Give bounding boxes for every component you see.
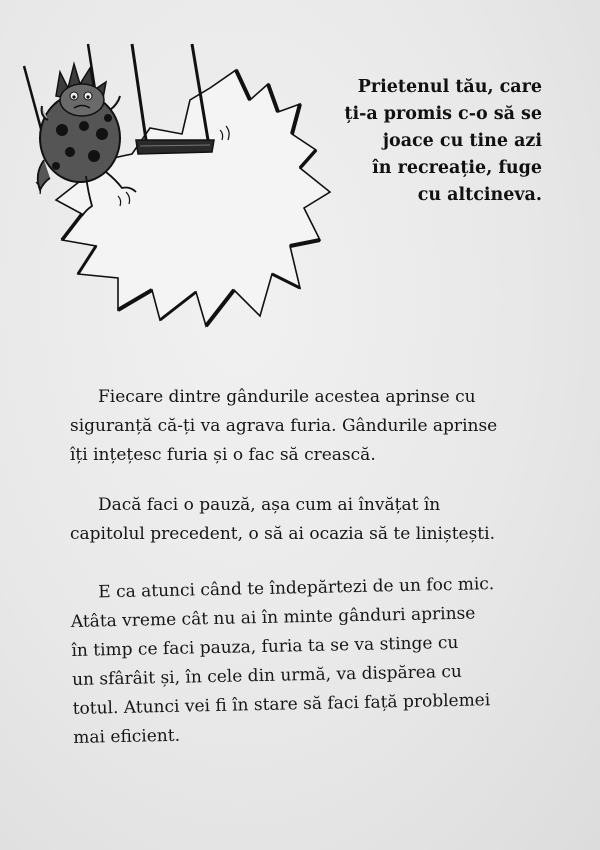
paragraph-line: totul. Atunci vei fi în stare să faci față problemei xyxy=(72,690,491,719)
paragraph-line: în timp ce faci pauza, furia ta se va stinge cu xyxy=(71,632,459,661)
paragraph-line: capitolul precedent, o să ai ocazia să te liniștești. xyxy=(70,524,495,544)
callout-line: cu altcineva. xyxy=(417,185,542,205)
callout-line: Prietenul tău, care xyxy=(357,77,542,97)
paragraph-3 xyxy=(70,570,498,753)
paragraph-line: un sfârâit și, în cele din urmă, va dispărea cu xyxy=(71,661,463,690)
paragraph-line: siguranță că-ți va agrava furia. Gândurile aprinse xyxy=(70,416,498,436)
paragraph-line: E ca atunci când te îndepărtezi de un foc mic. xyxy=(98,574,495,603)
paragraph-2 xyxy=(70,491,495,549)
paragraph-line: mai eficient. xyxy=(73,725,181,748)
paragraph-line: Dacă faci o pauză, așa cum ai învățat în xyxy=(98,495,441,515)
callout-line: în recreație, fuge xyxy=(372,158,542,178)
callout-line: ți-a promis c-o să se xyxy=(344,104,542,124)
callout-line: joace cu tine azi xyxy=(382,131,542,151)
paragraph-line: Fiecare dintre gândurile acestea aprinse cu xyxy=(98,387,476,407)
callout-text xyxy=(322,74,542,209)
paragraph-1 xyxy=(70,383,497,470)
paragraph-line: îți ințețesc furia și o fac să crească. xyxy=(70,445,376,465)
paragraph-line: Atâta vreme cât nu ai în minte gânduri aprinse xyxy=(70,603,476,632)
